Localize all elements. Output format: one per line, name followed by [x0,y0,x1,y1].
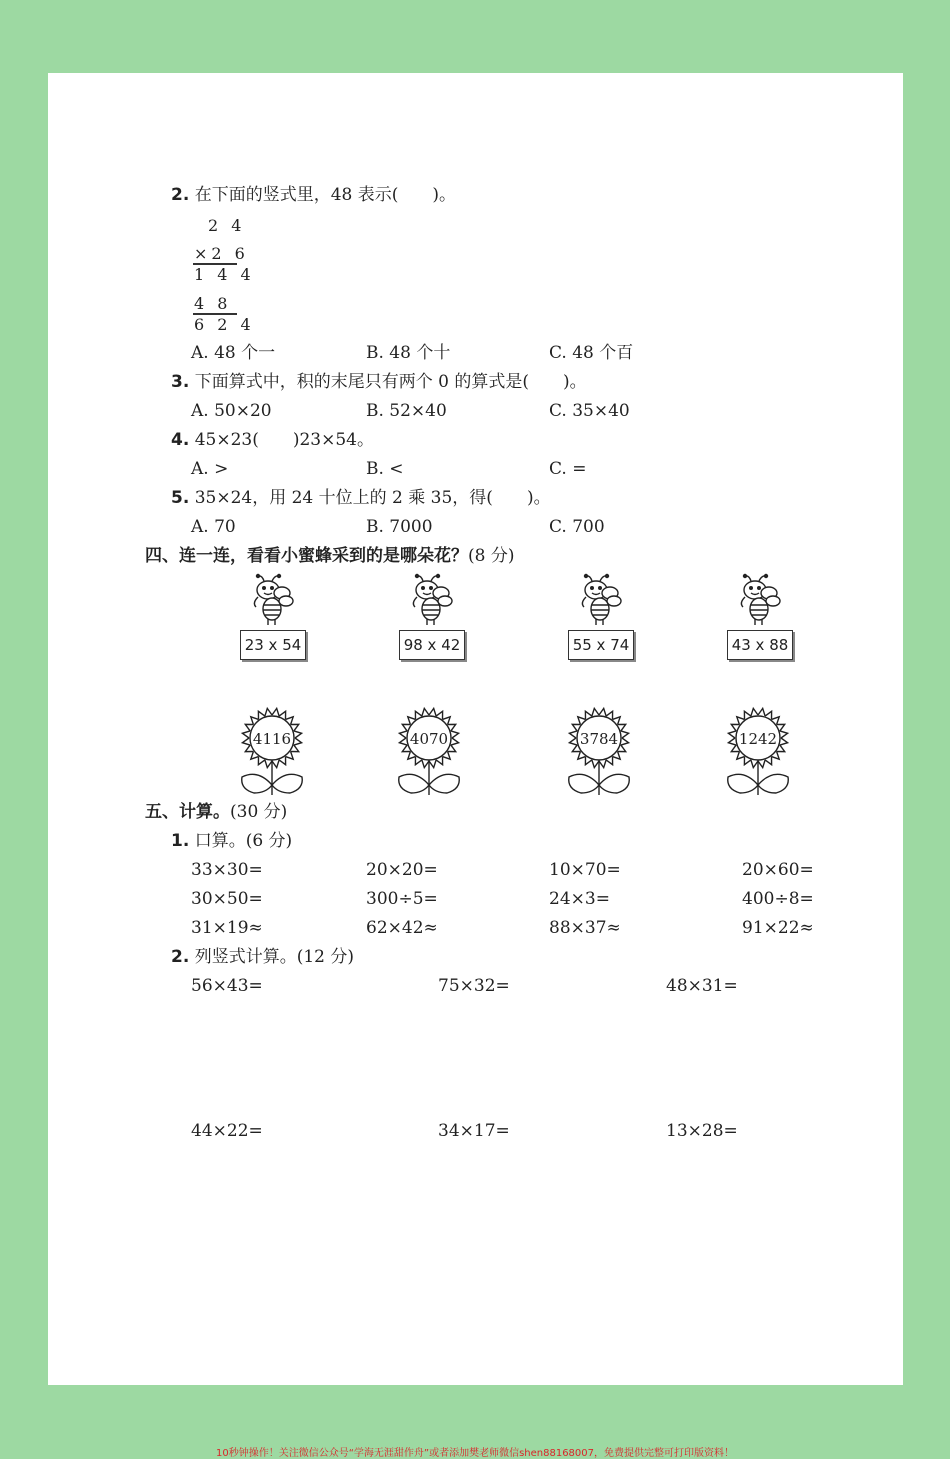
footer-banner: 10秒钟操作！关注微信公众号“学海无涯甜作舟”或者添加樊老师微信shen88168007，免费提供完整可打印版资料！ [215,1448,735,1459]
option-a: A. 48 个一 [191,343,276,363]
question-text: 35×24，用 24 十位上的 2 乘 35，得( )。 [194,488,551,508]
vertical-top: 2 4 [208,216,246,235]
question-2 [171,185,456,205]
vertical-multiplier: ×2 6 [194,244,249,263]
bee-icon [570,573,630,631]
vertical-partial-1: 1 4 4 [194,265,255,284]
question-text: 45×23( )23×54。 [194,430,374,450]
oral-item: 10×70= [549,860,621,880]
section-score: (8 分) [468,546,515,566]
oral-item: 91×22≈ [742,918,814,938]
vertical-partial-2: 4 8 [194,294,232,313]
option-c: C. 48 个百 [549,343,634,363]
written-item: 44×22= [191,1121,263,1141]
question-number: 5. [171,488,190,508]
option-a: A. 70 [191,517,236,537]
oral-item: 31×19≈ [191,918,263,938]
flower-number: 3784 [579,730,619,748]
flower-icon[interactable] [718,703,798,799]
question-4 [171,430,374,450]
part-number: 2. [171,947,190,967]
question-number: 2. [171,185,190,205]
flower-icon[interactable] [559,703,639,799]
question-3 [171,372,587,392]
oral-item: 33×30= [191,860,263,880]
written-item: 56×43= [191,976,263,996]
question-text: 下面算式中，积的末尾只有两个 0 的算式是( )。 [194,372,587,392]
bee-icon [729,573,789,631]
oral-item: 30×50= [191,889,263,909]
part-number: 1. [171,831,190,851]
written-item: 13×28= [666,1121,738,1141]
section-score: (30 分) [230,802,288,822]
option-c: C. 35×40 [549,401,630,421]
section-5-heading [145,802,287,822]
question-number: 4. [171,430,190,450]
vertical-result: 6 2 4 [194,315,255,334]
bee-icon [401,573,461,631]
oral-item: 24×3= [549,889,610,909]
option-b: B. 52×40 [366,401,447,421]
flower-icon[interactable] [389,703,469,799]
written-item: 34×17= [438,1121,510,1141]
flower-number: 4116 [252,730,292,748]
oral-item: 400÷8= [742,889,814,909]
oral-item: 20×60= [742,860,814,880]
question-number: 3. [171,372,190,392]
part-1-heading [171,831,292,851]
part-title: 列竖式计算。(12 分) [194,947,355,967]
oral-item: 20×20= [366,860,438,880]
oral-item: 88×37≈ [549,918,621,938]
option-a: A. > [191,459,229,479]
section-title: 四、连一连，看看小蜜蜂采到的是哪朵花？ [145,546,468,566]
bee-expression-box[interactable]: 23 x 54 [240,630,306,660]
option-b: B. 7000 [366,517,433,537]
section-title: 五、计算。 [145,802,230,822]
section-4-heading [145,546,514,566]
option-b: B. < [366,459,404,479]
option-b: B. 48 个十 [366,343,451,363]
question-text: 在下面的竖式里，48 表示( )。 [194,185,457,205]
part-title: 口算。(6 分) [194,831,293,851]
bee-expression-box[interactable]: 98 x 42 [399,630,465,660]
option-a: A. 50×20 [191,401,272,421]
flower-icon[interactable] [232,703,312,799]
bee-icon [242,573,302,631]
flower-number: 1242 [738,730,778,748]
option-c: C. = [549,459,587,479]
part-2-heading [171,947,354,967]
bee-expression-box[interactable]: 43 x 88 [727,630,793,660]
written-item: 48×31= [666,976,738,996]
bee-expression-box[interactable]: 55 x 74 [568,630,634,660]
oral-item: 300÷5= [366,889,438,909]
option-c: C. 700 [549,517,605,537]
worksheet-page [48,73,903,1385]
flower-number: 4070 [409,730,449,748]
written-item: 75×32= [438,976,510,996]
question-5 [171,488,551,508]
oral-item: 62×42≈ [366,918,438,938]
